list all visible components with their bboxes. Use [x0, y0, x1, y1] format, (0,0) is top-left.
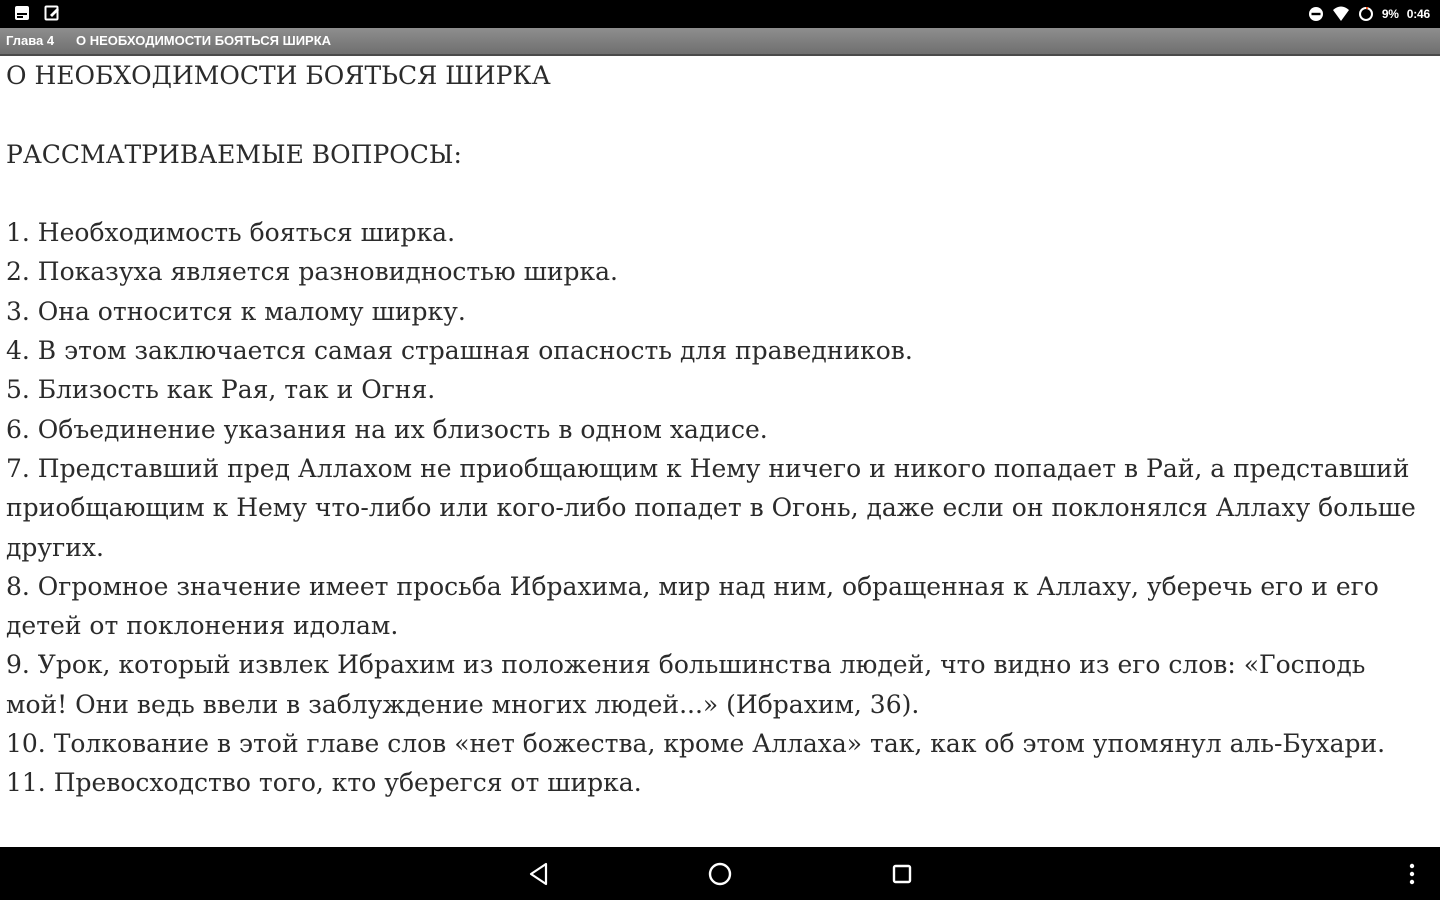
status-right-icons — [1308, 5, 1430, 23]
notification-icon — [14, 5, 30, 26]
list-item: 8. Огромное значение имеет просьба Ибрахима, мир над ним, обращенная к Аллаху, уберечь его и его детей от поклонения идолам. — [6, 571, 1379, 641]
content-subheading: РАССМАТРИВАЕМЫЕ ВОПРОСЫ: — [6, 139, 462, 169]
back-icon — [526, 861, 552, 887]
overflow-menu-icon — [1400, 860, 1424, 888]
list-item: 6. Объединение указания на их близость в одном хадисе. — [6, 414, 768, 444]
status-left-icons — [14, 5, 60, 26]
recents-button[interactable] — [888, 860, 916, 888]
paragraph-spacer — [6, 174, 1416, 213]
recents-icon — [889, 861, 915, 887]
wifi-icon — [1332, 6, 1350, 22]
list-item: 11. Превосходство того, кто уберегся от ширка. — [6, 768, 642, 798]
navigation-bar — [0, 847, 1440, 900]
back-button[interactable] — [525, 860, 553, 888]
home-icon — [706, 860, 734, 888]
do-not-disturb-icon — [1308, 6, 1324, 22]
content-heading: О НЕОБХОДИМОСТИ БОЯТЬСЯ ШИРКА — [6, 61, 551, 90]
list-item: 2. Показуха является разновидностью ширка. — [6, 257, 618, 287]
list-item: 10. Толкование в этой главе слов «нет божества, кроме Аллаха» так, как об этом упомянул аль-Бухари. — [6, 729, 1386, 759]
paragraph-spacer — [6, 95, 1416, 134]
list-item: 4. В этом заключается самая страшная опасность для праведников. — [6, 336, 913, 366]
home-button[interactable] — [706, 860, 734, 888]
battery-percent: 9% — [1381, 7, 1399, 21]
list-item: 3. Она относится к малому ширку. — [6, 296, 466, 326]
list-item: 7. Представший пред Аллахом не приобщающим к Нему ничего и никого попадает в Рай, а представший приобщающим к Нему что-либо или кого-либо попадет в Огонь, даже если он поклонялся Аллаху больше других. — [6, 453, 1416, 562]
chapter-header — [0, 28, 1440, 56]
list-item: 9. Урок, который извлек Ибрахим из положения большинства людей, что видно из его слов: «Господь мой! Они ведь ввели в заблуждение многих людей...» (Ибрахим, 36). — [6, 650, 1366, 719]
status-bar — [0, 0, 1440, 28]
overflow-menu-button[interactable] — [1398, 860, 1426, 888]
battery-icon — [1358, 6, 1374, 22]
reader-content[interactable] — [6, 56, 1416, 846]
edit-icon — [44, 5, 60, 26]
chapter-title: О НЕОБХОДИМОСТИ БОЯТЬСЯ ШИРКА — [76, 33, 332, 48]
clock: 0:46 — [1406, 7, 1430, 21]
list-item: 1. Необходимость бояться ширка. — [6, 218, 456, 248]
list-item: 5. Близость как Рая, так и Огня. — [6, 375, 436, 405]
chapter-label: Глава 4 — [6, 33, 55, 48]
